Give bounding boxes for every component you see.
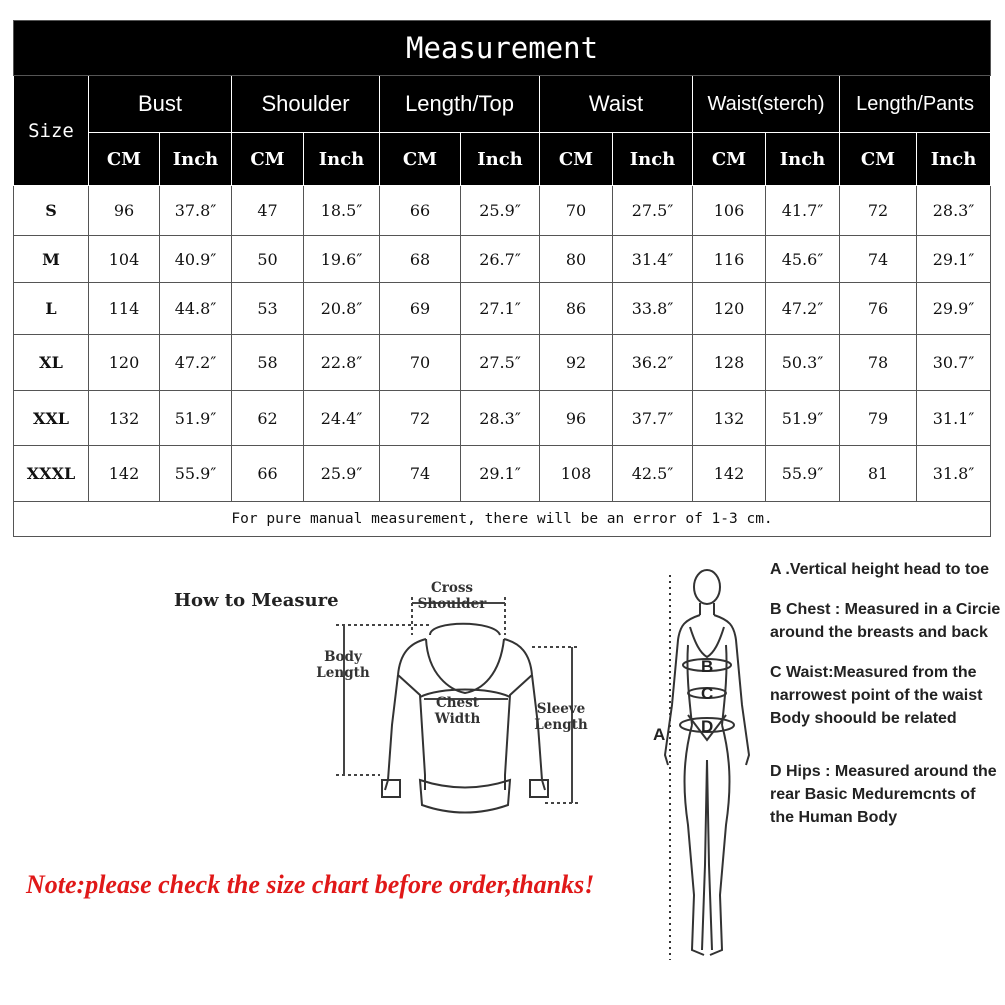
figure-letter-a: A xyxy=(653,725,666,744)
shoulder-header: Shoulder xyxy=(232,76,380,133)
unit-header: Inch xyxy=(766,133,840,186)
table-cell: 30.7″ xyxy=(917,335,991,391)
table-title: Measurement xyxy=(14,21,991,76)
size-cell: M xyxy=(14,236,89,283)
unit-header: CM xyxy=(89,133,160,186)
length-pants-header: Length/Pants xyxy=(840,76,991,133)
size-cell: S xyxy=(14,186,89,236)
table-cell: 31.8″ xyxy=(917,446,991,502)
waist-header: Waist xyxy=(540,76,693,133)
table-cell: 29.9″ xyxy=(917,283,991,335)
table-cell: 142 xyxy=(693,446,766,502)
garment-diagram xyxy=(300,575,610,815)
table-cell: 132 xyxy=(89,391,160,446)
table-cell: 53 xyxy=(232,283,304,335)
table-cell: 106 xyxy=(693,186,766,236)
table-cell: 47 xyxy=(232,186,304,236)
table-row xyxy=(14,283,991,335)
table-cell: 62 xyxy=(232,391,304,446)
body-figure xyxy=(650,565,760,975)
unit-header: CM xyxy=(840,133,917,186)
unit-header: CM xyxy=(693,133,766,186)
table-row xyxy=(14,391,991,446)
unit-header: Inch xyxy=(304,133,380,186)
unit-header-row xyxy=(14,133,991,186)
table-cell: 92 xyxy=(540,335,613,391)
table-cell: 25.9″ xyxy=(461,186,540,236)
table-cell: 104 xyxy=(89,236,160,283)
table-cell: 58 xyxy=(232,335,304,391)
table-cell: 78 xyxy=(840,335,917,391)
table-cell: 26.7″ xyxy=(461,236,540,283)
table-cell: 41.7″ xyxy=(766,186,840,236)
table-cell: 80 xyxy=(540,236,613,283)
unit-header: Inch xyxy=(461,133,540,186)
table-cell: 96 xyxy=(89,186,160,236)
body-length-label: Body Length xyxy=(316,649,370,681)
table-cell: 74 xyxy=(840,236,917,283)
order-note: Note:please check the size chart before order,thanks! xyxy=(26,870,595,899)
table-cell: 47.2″ xyxy=(766,283,840,335)
table-cell: 70 xyxy=(380,335,461,391)
table-cell: 20.8″ xyxy=(304,283,380,335)
table-cell: 29.1″ xyxy=(461,446,540,502)
table-cell: 27.5″ xyxy=(613,186,693,236)
table-cell: 55.9″ xyxy=(766,446,840,502)
table-cell: 42.5″ xyxy=(613,446,693,502)
table-cell: 37.8″ xyxy=(160,186,232,236)
legend-item-a: A .Vertical height head to toe xyxy=(770,561,989,578)
size-header: Size xyxy=(14,76,89,186)
table-cell: 51.9″ xyxy=(160,391,232,446)
table-cell: 18.5″ xyxy=(304,186,380,236)
table-cell: 76 xyxy=(840,283,917,335)
cross-shoulder-label: Cross Shoulder xyxy=(417,580,487,612)
table-cell: 120 xyxy=(89,335,160,391)
table-cell: 128 xyxy=(693,335,766,391)
table-cell: 25.9″ xyxy=(304,446,380,502)
table-note: For pure manual measurement, there will be an error of 1-3 cm. xyxy=(14,502,991,537)
table-cell: 86 xyxy=(540,283,613,335)
figure-letter-c: C xyxy=(701,684,714,703)
table-cell: 37.7″ xyxy=(613,391,693,446)
table-cell: 132 xyxy=(693,391,766,446)
table-cell: 69 xyxy=(380,283,461,335)
table-cell: 51.9″ xyxy=(766,391,840,446)
table-cell: 81 xyxy=(840,446,917,502)
table-cell: 96 xyxy=(540,391,613,446)
table-cell: 22.8″ xyxy=(304,335,380,391)
table-cell: 44.8″ xyxy=(160,283,232,335)
unit-header: CM xyxy=(232,133,304,186)
table-cell: 31.4″ xyxy=(613,236,693,283)
table-cell: 66 xyxy=(380,186,461,236)
table-cell: 29.1″ xyxy=(917,236,991,283)
table-cell: 47.2″ xyxy=(160,335,232,391)
table-row xyxy=(14,446,991,502)
human-figure-illustration xyxy=(650,565,760,975)
legend-item-c: C Waist:Measured from the narrowest point of the waist Body shoould be related xyxy=(770,664,983,727)
table-cell: 72 xyxy=(840,186,917,236)
size-cell: L xyxy=(14,283,89,335)
table-cell: 108 xyxy=(540,446,613,502)
table-cell: 68 xyxy=(380,236,461,283)
table-cell: 24.4″ xyxy=(304,391,380,446)
table-cell: 19.6″ xyxy=(304,236,380,283)
table-cell: 31.1″ xyxy=(917,391,991,446)
table-cell: 74 xyxy=(380,446,461,502)
table-cell: 72 xyxy=(380,391,461,446)
legend-item-d: D Hips : Measured around the rear Basic Meduremcnts of the Human Body xyxy=(770,763,997,826)
table-cell: 28.3″ xyxy=(461,391,540,446)
table-cell: 27.1″ xyxy=(461,283,540,335)
size-chart-table xyxy=(13,20,991,537)
table-cell: 142 xyxy=(89,446,160,502)
table-cell: 116 xyxy=(693,236,766,283)
table-cell: 28.3″ xyxy=(917,186,991,236)
waist-stretch-header: Waist(sterch) xyxy=(693,76,840,133)
table-cell: 114 xyxy=(89,283,160,335)
chest-width-label: Chest Width xyxy=(434,695,481,727)
size-cell: XXXL xyxy=(14,446,89,502)
size-cell: XL xyxy=(14,335,89,391)
table-cell: 50 xyxy=(232,236,304,283)
bust-header: Bust xyxy=(89,76,232,133)
table-row xyxy=(14,236,991,283)
legend-item-b: B Chest : Measured in a Circie around the breasts and back xyxy=(770,601,1001,641)
table-cell: 70 xyxy=(540,186,613,236)
unit-header: Inch xyxy=(917,133,991,186)
table-cell: 33.8″ xyxy=(613,283,693,335)
table-cell: 120 xyxy=(693,283,766,335)
table-cell: 36.2″ xyxy=(613,335,693,391)
figure-letter-d: D xyxy=(701,717,714,736)
table-cell: 66 xyxy=(232,446,304,502)
how-to-measure-title: How to Measure xyxy=(174,590,339,611)
table-cell: 55.9″ xyxy=(160,446,232,502)
size-cell: XXL xyxy=(14,391,89,446)
measurement-legend xyxy=(770,558,1002,829)
figure-letter-b: B xyxy=(701,657,714,676)
unit-header: Inch xyxy=(613,133,693,186)
unit-header: Inch xyxy=(160,133,232,186)
table-cell: 40.9″ xyxy=(160,236,232,283)
table-row xyxy=(14,335,991,391)
table-cell: 45.6″ xyxy=(766,236,840,283)
length-top-header: Length/Top xyxy=(380,76,540,133)
table-cell: 50.3″ xyxy=(766,335,840,391)
sleeve-length-label: Sleeve Length xyxy=(534,701,588,733)
table-cell: 79 xyxy=(840,391,917,446)
table-cell: 27.5″ xyxy=(461,335,540,391)
table-row xyxy=(14,186,991,236)
unit-header: CM xyxy=(380,133,461,186)
unit-header: CM xyxy=(540,133,613,186)
